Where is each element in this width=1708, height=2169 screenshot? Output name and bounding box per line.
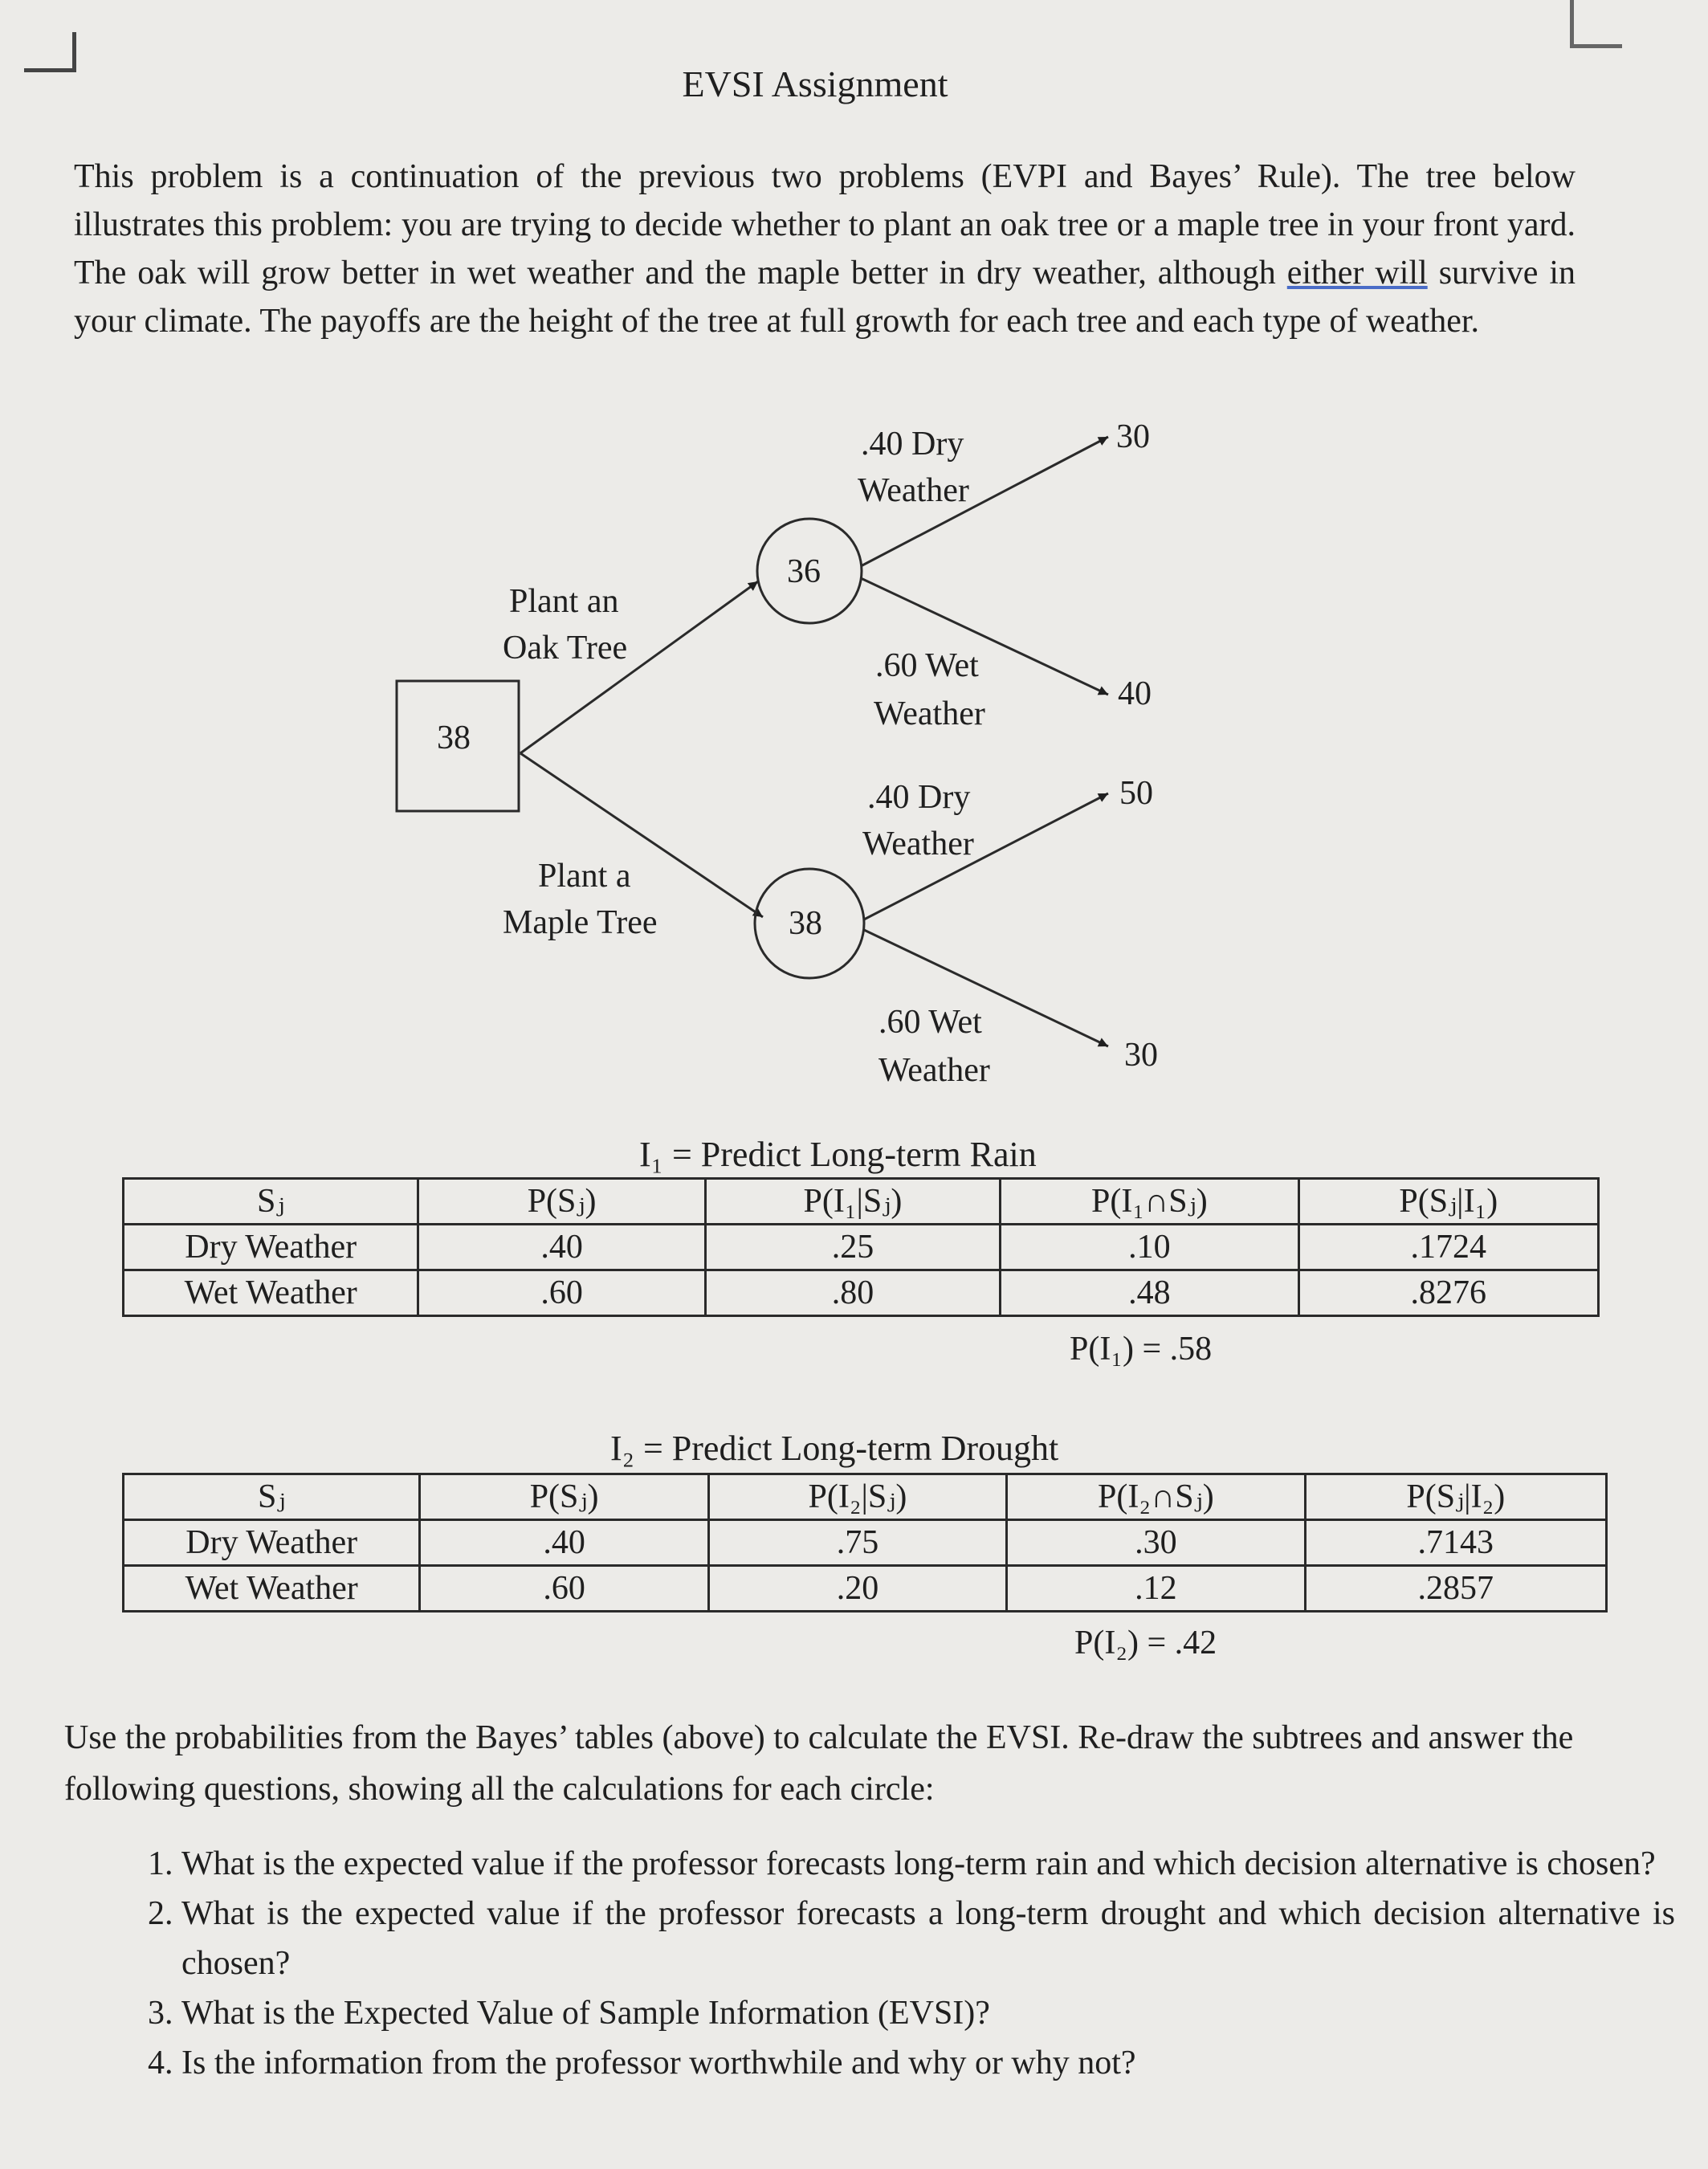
table-cell: .1724	[1298, 1225, 1598, 1270]
table-cell: .75	[708, 1520, 1006, 1566]
table-cell: Dry Weather	[124, 1225, 418, 1270]
table-header-row	[124, 1179, 1599, 1225]
maple-wet-weather: Weather	[878, 1052, 990, 1089]
decision-node-value: 38	[437, 720, 471, 756]
table-cell: Dry Weather	[124, 1520, 420, 1566]
table-cell: Wet Weather	[124, 1566, 420, 1612]
table1-caption: I₁ = Predict Long-term Rain	[639, 1135, 1037, 1174]
table-cell: .40	[418, 1225, 705, 1270]
header-cell: P(Sⱼ)	[420, 1474, 708, 1520]
table-row	[124, 1225, 1599, 1270]
table-cell: .12	[1007, 1566, 1305, 1612]
table-cell: .2857	[1305, 1566, 1606, 1612]
header-cell: P(Sⱼ)	[418, 1179, 705, 1225]
oak-branch-label-2: Oak Tree	[503, 630, 628, 667]
table-cell: .60	[420, 1566, 708, 1612]
table-cell: .80	[705, 1270, 1000, 1316]
header-cell: P(I₁∩Sⱼ)	[1001, 1179, 1298, 1225]
instructions-paragraph: Use the probabilities from the Bayes’ tables (above) to calculate the EVSI. Re-draw the subtrees and answer the following questions, showing all the calculations for each circle:	[64, 1719, 1574, 1808]
maple-dry-weather: Weather	[862, 826, 974, 862]
intro-text-part1: This problem is a continuation of the previous two problems (EVPI and Bayes’ Rule). The tree below illustrates this problem: you are trying to decide whether to plant an oak tree or a maple tree in your front yard. The oak will grow better in wet weather and the maple better in dry weather, although	[74, 158, 1576, 292]
question-list	[120, 1839, 1675, 2088]
header-cell: P(I₁|Sⱼ)	[705, 1179, 1000, 1225]
header-cell: P(Sⱼ|I₂)	[1305, 1474, 1606, 1520]
table-row	[124, 1566, 1607, 1612]
maple-wet-prob: .60 Wet	[878, 1004, 982, 1041]
table2-marginal: P(I₂) = .42	[1074, 1625, 1217, 1661]
table-cell: .48	[1001, 1270, 1298, 1316]
table-cell: .20	[708, 1566, 1006, 1612]
oak-wet-prob: .60 Wet	[875, 647, 979, 684]
table2-caption: I₂ = Predict Long-term Drought	[610, 1429, 1059, 1468]
header-cell: P(I₂|Sⱼ)	[708, 1474, 1006, 1520]
table-cell: .8276	[1298, 1270, 1598, 1316]
question-item: 4. Is the information from the professor worthwhile and why or why not?	[181, 2038, 1675, 2088]
payoff-maple-dry: 50	[1119, 775, 1153, 812]
page-title: EVSI Assignment	[682, 63, 948, 104]
oak-dry-weather: Weather	[858, 472, 969, 509]
table-row	[124, 1270, 1599, 1316]
table-cell: .30	[1007, 1520, 1305, 1566]
payoff-oak-dry: 30	[1116, 418, 1150, 455]
oak-dry-prob: .40 Dry	[861, 426, 964, 463]
question-item: 2. What is the expected value if the professor forecasts a long-term drought and which decision alternative is chosen?	[181, 1889, 1675, 1988]
table-cell: .7143	[1305, 1520, 1606, 1566]
bayes-table-rain	[122, 1177, 1600, 1317]
table-header-row	[124, 1474, 1607, 1520]
table-cell: .25	[705, 1225, 1000, 1270]
table-row	[124, 1520, 1607, 1566]
maple-branch-label-1: Plant a	[538, 858, 631, 895]
question-item: 1. What is the expected value if the professor forecasts long-term rain and which decision alternative is chosen?	[181, 1839, 1675, 1889]
maple-dry-prob: .40 Dry	[867, 779, 971, 816]
maple-node-value: 38	[789, 905, 822, 942]
payoff-oak-wet: 40	[1118, 675, 1152, 712]
header-cell: Sⱼ	[124, 1474, 420, 1520]
table1-marginal: P(I₁) = .58	[1070, 1331, 1213, 1368]
maple-branch-label-2: Maple Tree	[503, 904, 658, 941]
table-cell: .40	[420, 1520, 708, 1566]
header-cell: Sⱼ	[124, 1179, 418, 1225]
table-cell: .10	[1001, 1225, 1298, 1270]
header-cell: P(Sⱼ|I₁)	[1298, 1179, 1598, 1225]
intro-text-part2: survive in your climate. The payoffs are the height of the tree at full growth for each tree and each type of weather.	[74, 255, 1576, 340]
oak-branch-label-1: Plant an	[509, 583, 619, 620]
table-cell: Wet Weather	[124, 1270, 418, 1316]
question-item: 3. What is the Expected Value of Sample Information (EVSI)?	[181, 1988, 1675, 2038]
bayes-table-drought	[122, 1473, 1608, 1612]
oak-wet-weather: Weather	[874, 695, 985, 732]
table-cell: .60	[418, 1270, 705, 1316]
intro-underlined-text: either will	[1286, 255, 1428, 292]
header-cell: P(I₂∩Sⱼ)	[1007, 1474, 1305, 1520]
payoff-maple-wet: 30	[1124, 1037, 1158, 1074]
oak-node-value: 36	[787, 553, 821, 590]
